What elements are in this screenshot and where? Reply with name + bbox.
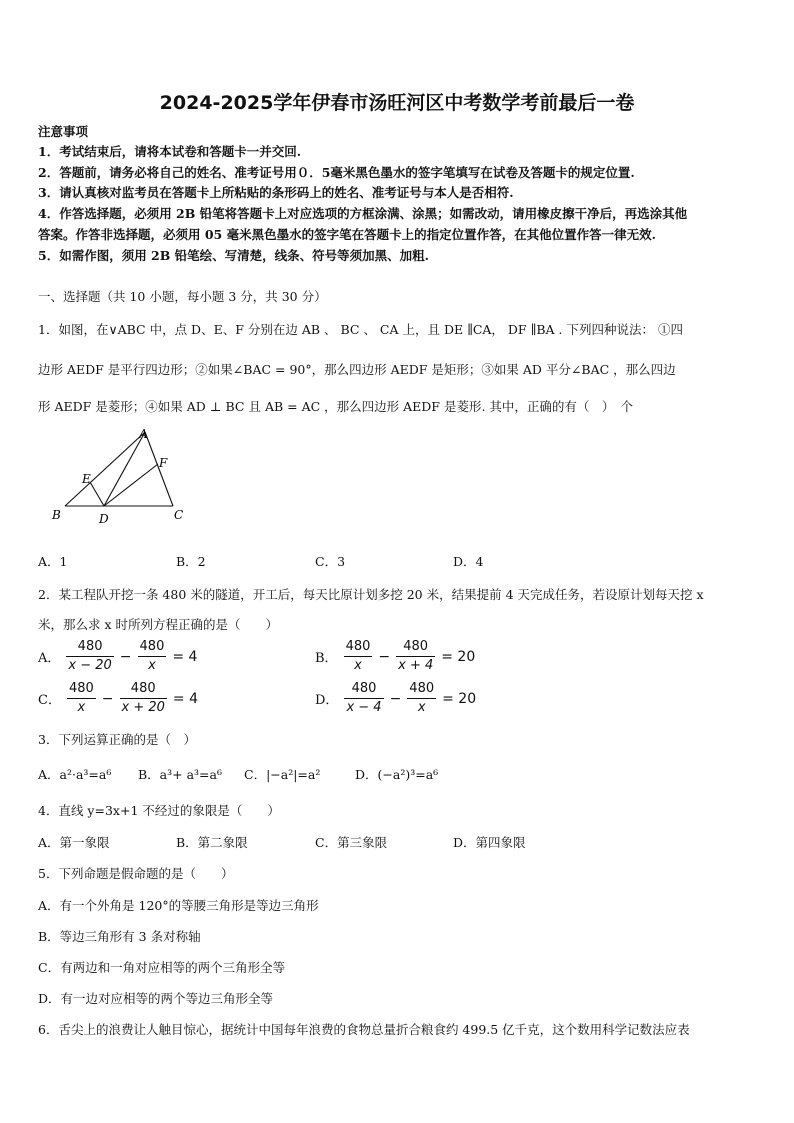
numerator: 480	[396, 638, 435, 657]
notice-item: 2．答题前，请务必将自己的姓名、准考证号用０．5毫米黑色墨水的签字笔填写在试卷及答题卡的规定位置.	[38, 165, 635, 180]
q3-option-a[interactable]: A．a²·a³=a⁶	[38, 767, 112, 782]
fraction	[120, 680, 167, 717]
page-title: 2024-2025学年伊春市汤旺河区中考数学考前最后一卷	[159, 92, 635, 114]
denominator: x	[148, 658, 156, 673]
denominator: x	[417, 700, 426, 715]
equation-rhs: = 4	[172, 690, 199, 707]
q1-option-d[interactable]: D．4	[453, 554, 484, 569]
q2-line2: 米，那么求 x 时所列方程正确的是（ ）	[38, 617, 278, 632]
denominator: x + 4	[398, 658, 434, 673]
denominator: x + 20	[121, 700, 165, 715]
q2-option-d[interactable]	[315, 680, 476, 717]
numerator: 480	[344, 680, 383, 699]
label-b: B	[52, 508, 61, 522]
fraction	[407, 680, 436, 717]
numerator: 480	[407, 680, 436, 699]
section-heading: 一、选择题（共 10 小题，每小题 3 分，共 30 分）	[38, 289, 327, 304]
q5-option-b[interactable]: B．等边三角形有 3 条对称轴	[38, 929, 201, 944]
label-f: F	[159, 456, 168, 470]
q5-stem: 5．下列命题是假命题的是（ ）	[38, 866, 234, 881]
q4-option-b[interactable]: B．第二象限	[176, 835, 248, 850]
segment-ed	[90, 482, 104, 506]
q1-option-b[interactable]: B．2	[176, 554, 206, 569]
fraction	[138, 638, 167, 675]
q2-option-b[interactable]	[315, 638, 475, 675]
q5-option-c[interactable]: C．有两边和一角对应相等的两个三角形全等	[38, 960, 286, 975]
q2-option-c[interactable]	[38, 680, 198, 717]
triangle-figure	[45, 428, 195, 528]
label-d: D	[99, 512, 109, 526]
option-label: D．	[315, 693, 339, 708]
equation-rhs: = 20	[442, 690, 477, 707]
edge-ab	[65, 432, 145, 506]
q4-stem: 4．直线 y=3x+1 不经过的象限是（ ）	[38, 803, 280, 818]
denominator: x	[354, 658, 362, 673]
notice-item: 5．如需作图，须用 2B 铅笔绘、写清楚，线条、符号等须加黑、加粗.	[38, 248, 430, 263]
q4-option-c[interactable]: C．第三象限	[315, 835, 388, 850]
q6-line1: 6．舌尖上的浪费让人触目惊心，据统计中国每年浪费的食物总量折合粮食约 499.5 亿千克，这个数用科学记数法应表	[38, 1022, 690, 1037]
fraction	[344, 680, 383, 717]
numerator: 480	[344, 638, 373, 657]
operator: −	[378, 648, 391, 665]
option-label: B．	[315, 651, 338, 666]
q2-option-a[interactable]	[38, 638, 197, 675]
label-e: E	[82, 472, 91, 486]
segment-df	[104, 464, 158, 506]
q5-option-d[interactable]: D．有一边对应相等的两个等边三角形全等	[38, 991, 274, 1006]
equation-rhs: = 20	[441, 648, 476, 665]
q1-line3: 形 AEDF 是菱形；④如果 AD ⊥ BC 且 AB = AC ，那么四边形 AEDF 是菱形. 其中，正确的有（ ） 个	[38, 399, 634, 414]
notice-item: 1．考试结束后，请将本试卷和答题卡一并交回.	[38, 144, 302, 159]
numerator: 480	[120, 680, 167, 699]
fraction	[344, 638, 373, 675]
label-c: C	[174, 508, 184, 522]
denominator: x	[77, 700, 86, 715]
option-label: A．	[38, 651, 61, 666]
operator: −	[389, 690, 402, 707]
notice-item: 3．请认真核对监考员在答题卡上所粘贴的条形码上的姓名、准考证号与本人是否相符.	[38, 185, 514, 200]
q4-option-d[interactable]: D．第四象限	[453, 835, 526, 850]
option-label: C．	[38, 693, 61, 708]
fraction	[66, 638, 113, 675]
segment-ad	[104, 432, 145, 506]
q1-option-c[interactable]: C．3	[315, 554, 346, 569]
q3-stem: 3．下列运算正确的是（ ）	[38, 732, 196, 747]
numerator: 480	[66, 638, 113, 657]
q3-option-d[interactable]: D．(−a²)³=a⁶	[355, 767, 439, 782]
q1-option-a[interactable]: A．1	[38, 554, 68, 569]
operator: −	[101, 690, 114, 707]
q4-option-a[interactable]: A．第一象限	[38, 835, 110, 850]
q3-option-b[interactable]: B．a³+ a³=a⁶	[138, 767, 222, 782]
q1-line1: 1．如图，在∨ABC 中，点 D、E、F 分别在边 AB 、 BC 、 CA 上，且 DE ∥CA， DF ∥BA . 下列四种说法： ①四	[38, 322, 683, 337]
q3-option-c[interactable]: C．|−a²|=a²	[244, 767, 321, 782]
notice-heading: 注意事项	[38, 124, 89, 139]
q2-line1: 2．某工程队开挖一条 480 米的隧道，开工后，每天比原计划多挖 20 米，结果提前 4 天完成任务，若设原计划每天挖 x	[38, 587, 704, 602]
numerator: 480	[138, 638, 167, 657]
denominator: x − 4	[346, 700, 382, 715]
fraction	[396, 638, 435, 675]
operator: −	[119, 648, 132, 665]
fraction	[67, 680, 96, 717]
q1-line2: 边形 AEDF 是平行四边形；②如果∠BAC = 90°，那么四边形 AEDF 是矩形；③如果 AD 平分∠BAC ，那么四边	[38, 362, 676, 377]
notice-item: 4．作答选择题，必须用 2B 铅笔将答题卡上对应选项的方框涂满、涂黑；如需改动，请用橡皮擦干净后，再选涂其他	[38, 206, 688, 221]
equation-rhs: = 4	[172, 648, 198, 665]
label-a: A	[139, 428, 148, 441]
denominator: x − 20	[68, 658, 112, 673]
q5-option-a[interactable]: A．有一个外角是 120°的等腰三角形是等边三角形	[38, 898, 319, 913]
notice-item: 答案。作答非选择题，必须用 05 毫米黑色墨水的签字笔在答题卡上的指定位置作答，在其他位置作答一律无效.	[38, 227, 656, 242]
numerator: 480	[67, 680, 96, 699]
